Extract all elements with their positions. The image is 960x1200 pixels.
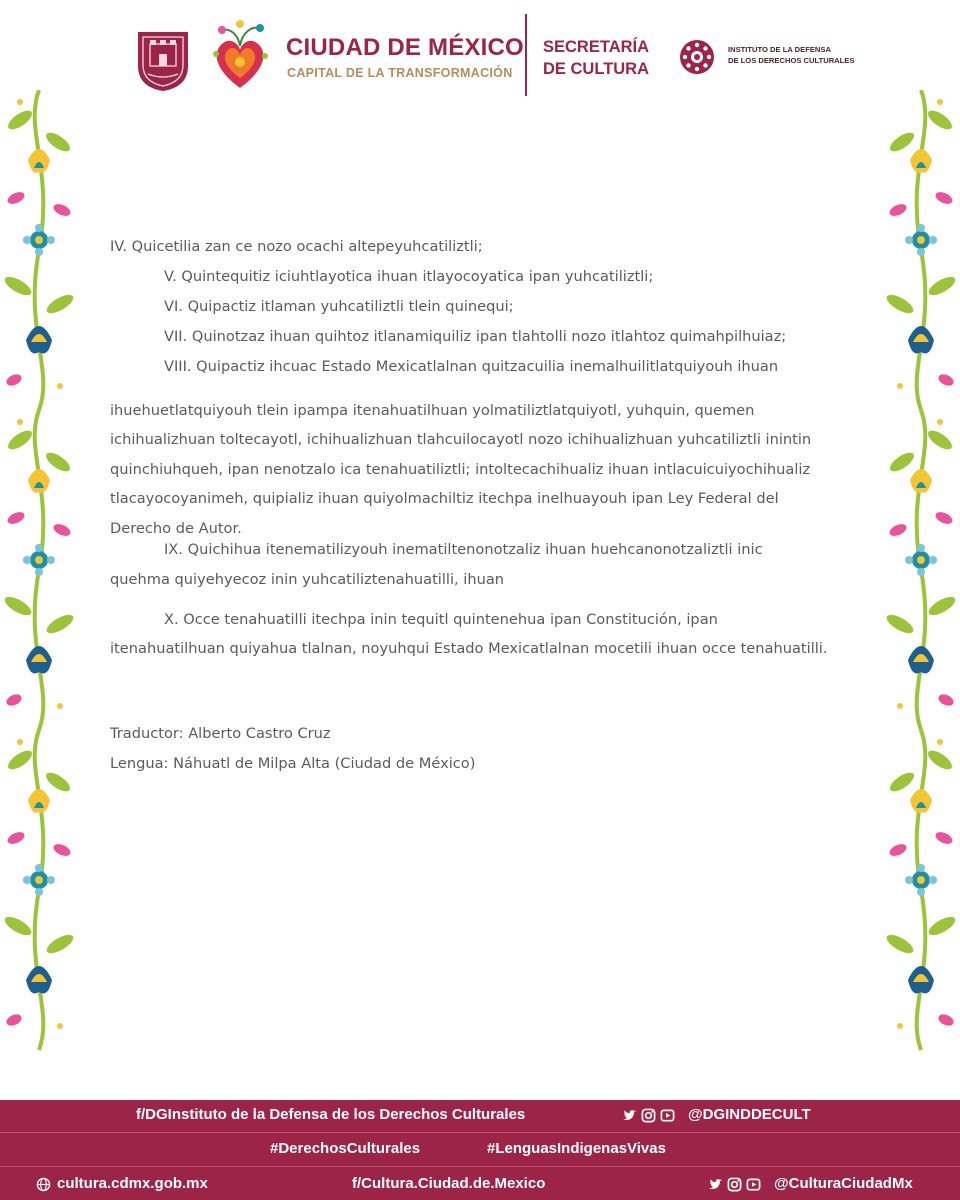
cdmx-title: CIUDAD DE MÉXICO	[286, 34, 524, 61]
item-ix-first-line: IX. Quichihua itenematilizyouh inematiltenonotzaliz ihuan huehcanonotzaliztli inic	[164, 541, 763, 558]
footer-row-hashtags	[0, 1132, 960, 1167]
cdmx-subtitle: CAPITAL DE LA TRANSFORMACIÓN	[287, 66, 513, 80]
secretaria-subtitle: DE CULTURA	[543, 60, 650, 78]
language-credit: Lengua: Náhuatl de Milpa Alta (Ciudad de México)	[110, 755, 476, 772]
website-link[interactable]: cultura.cdmx.gob.mx	[57, 1175, 208, 1192]
item-x-first-line: X. Occe tenahuatilli itechpa inin tequitl quintenehua ipan Constitución, ipan	[164, 611, 718, 628]
social-icons-institute	[622, 1108, 675, 1123]
youtube-icon[interactable]	[746, 1177, 761, 1192]
page-header	[0, 0, 960, 100]
facebook-institute-link[interactable]: f/DGInstituto de la Defensa de los Derechos Culturales	[136, 1106, 526, 1123]
institute-logo-icon	[678, 38, 716, 76]
item-ix-continuation: quehma quiyehyecoz inin yuhcatiliztenahuatilli, ihuan	[110, 571, 505, 588]
item-v: V. Quintequitiz iciuhtlayotica ihuan itlayocoyatica ipan yuhcatiliztli;	[164, 268, 654, 285]
twitter-icon[interactable]	[708, 1177, 723, 1192]
item-vii: VII. Quinotzaz ihuan quihtoz itlanamiquiliz ipan tlahtolli nozo itlahtoz quimahpilhuiaz;	[164, 328, 787, 345]
institute-name-line2: DE LOS DERECHOS CULTURALES	[728, 56, 855, 65]
heart-logo-icon	[208, 16, 272, 96]
instagram-icon[interactable]	[727, 1177, 742, 1192]
item-vi: VI. Quipactiz itlaman yuhcatiliztli tlein quinequi;	[164, 298, 514, 315]
page-footer	[0, 1100, 960, 1200]
footer-row-cultura	[0, 1167, 960, 1200]
item-iv: IV. Quicetilia zan ce nozo ocachi altepeyuhcatiliztli;	[110, 238, 483, 255]
handle-institute[interactable]: @DGINDDECULT	[688, 1106, 811, 1123]
translator-credit: Traductor: Alberto Castro Cruz	[110, 725, 331, 742]
globe-icon	[36, 1177, 51, 1192]
handle-cultura[interactable]: @CulturaCiudadMx	[774, 1175, 913, 1192]
footer-row-institute	[0, 1100, 960, 1133]
item-viii-first-line: VIII. Quipactiz ihcuac Estado Mexicatlalnan quitzacuilia inemalhuilitlatquiyouh ihuan	[164, 358, 779, 375]
floral-border-right	[882, 90, 960, 1100]
item-viii-continuation: ihuehuetlatquiyouh tlein ipampa itenahuatilhuan yolmatiliztlatquiyotl, yuhquin, quemen ichihualizhuan toltecayotl, ichihualizhuan tlahcuilocayotl nozo ichihualizhuan yuhcatiliztli inintin quinchiuhqueh, ipan nenotzalo ica tenahuatiliztli; intoltecachihualiz ihuan intlacuicuiyochihualiz tlacayocoyanimeh, quipializ ihuan quiyolmachiltiz itechpa inelhuayouh ipan Ley Federal del Derecho de Autor.	[110, 402, 812, 537]
floral-border-left	[0, 90, 78, 1100]
social-icons-cultura	[708, 1177, 761, 1192]
instagram-icon[interactable]	[641, 1108, 656, 1123]
institute-name-line1: INSTITUTO DE LA DEFENSA	[728, 45, 831, 54]
youtube-icon[interactable]	[660, 1108, 675, 1123]
cdmx-shield-icon	[136, 30, 190, 92]
secretaria-title: SECRETARÍA	[543, 38, 650, 56]
facebook-cultura-link[interactable]: f/Cultura.Ciudad.de.Mexico	[352, 1175, 546, 1192]
hashtag-lenguas-indigenas[interactable]: #LenguasIndigenasVivas	[487, 1140, 666, 1157]
item-x-continuation: itenahuatilhuan quiyahua tlalnan, noyuhqui Estado Mexicatlalnan mocetili ihuan occe tenahuatilli.	[110, 640, 828, 657]
hashtag-derechos-culturales[interactable]: #DerechosCulturales	[270, 1140, 421, 1157]
header-divider	[525, 14, 527, 96]
twitter-icon[interactable]	[622, 1108, 637, 1123]
